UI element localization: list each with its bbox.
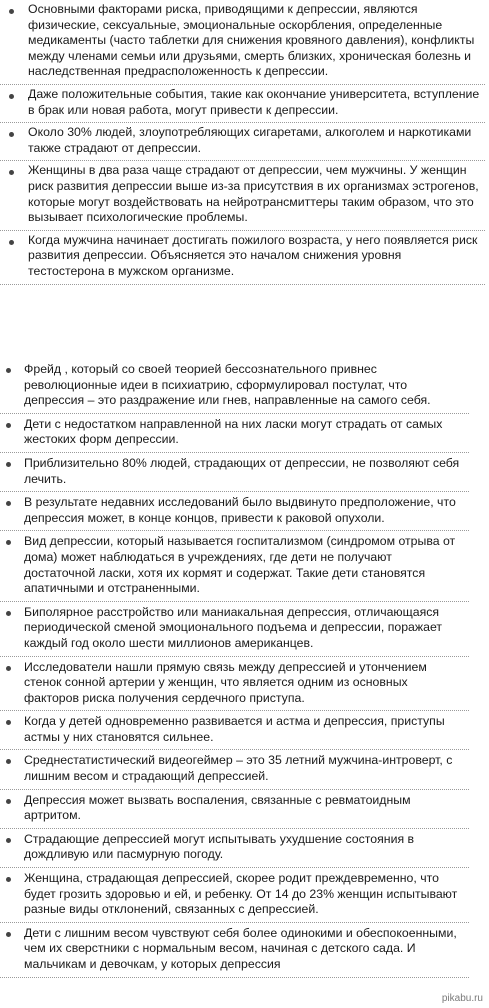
list-item-text: Депрессия может вызвать воспаления, связанные с ревматоидным артритом.	[24, 792, 411, 823]
list-item	[0, 161, 485, 230]
list-item	[0, 923, 469, 978]
bullet-icon	[6, 462, 11, 467]
list-item-text: Основными факторами риска, приводящими к депрессии, являются физические, сексуальные, эмоциональные оскорбления, определенные медикаменты (часто таблетки для снижения кровяного давления), конфликты между членами семьи или друзьями, смерть близких, хроническая болезнь и наследственная предрасположенность к депрессии.	[28, 2, 475, 79]
list-item-text: Среднестатистический видеогеймер – это 35 летний мужчина-интроверт, с лишним весом и страдающий депрессией.	[24, 753, 453, 784]
list-item-text: Женщины в два раза чаще страдают от депрессии, чем мужчины. У женщин риск развития депрессии выше из-за присутствия в их организмах эстрогенов, которые могут воздействовать на нейротрансмиттеры таким образом, что это вызывает психологические проблемы.	[28, 163, 479, 225]
bullet-icon	[6, 666, 11, 671]
list-item-text: В результате недавних исследований было выдвинуто предположение, что депрессия может, в конце концов, привести к раковой опухоли.	[24, 495, 456, 525]
bullet-icon	[6, 877, 11, 882]
list-item	[0, 453, 469, 492]
bullet-icon	[6, 423, 11, 428]
list-item-text: Женщина, страдающая депрессией, скорее родит преждевременно, что будет грозить здоровью и ей, и ребенку. От 14 до 23% женщин испытывают разные виды отклонений, связанных с депрессией.	[24, 871, 458, 917]
bullet-icon	[6, 932, 11, 937]
list-item-text: Исследователи нашли прямую связь между депрессией и утончением стенок сонной артерии у женщин, что является одним из основных факторов риска получения сердечного приступа.	[24, 659, 427, 705]
list-item-text: Биполярное расстройство или маниакальная депрессия, отличающаяся периодической сменой эмоционального подъема и депрессии, поражает каждый год около шести миллионов американцев.	[24, 604, 443, 650]
bullet-icon	[6, 799, 11, 804]
list-item	[0, 123, 485, 161]
list-item	[0, 711, 469, 750]
list-item	[0, 868, 469, 923]
list-item	[0, 414, 469, 453]
list-item-text: Вид депрессии, который называется госпитализмом (синдромом отрыва от дома) может наблюдаться в учреждениях, где дети не получают достаточной ласки, хотя их кормят и содержат. Такие дети становятся апатичными и отстраненными.	[24, 534, 456, 596]
bullet-icon	[9, 94, 14, 99]
list-item-text: Дети с недостатком направленной на них ласки могут страдать от самых жестоких форм депрессии.	[24, 416, 443, 447]
list-item-text: Когда у детей одновременно развивается и астма и депрессия, приступы астмы у них становятся сильнее.	[24, 714, 445, 744]
top-facts-section	[0, 0, 489, 285]
list-item	[0, 85, 485, 123]
list-item	[0, 829, 469, 868]
list-item-text: Около 30% людей, злоупотребляющих сигаретами, алкоголем и наркотиками также страдают от депрессии.	[28, 125, 472, 155]
bullet-icon	[6, 759, 11, 764]
bullet-icon	[6, 368, 11, 373]
bottom-facts-section	[0, 359, 489, 978]
list-item	[0, 359, 469, 414]
list-item	[0, 657, 469, 712]
bullet-icon	[6, 838, 11, 843]
list-item	[0, 531, 469, 601]
bullet-icon	[9, 170, 14, 175]
bullet-icon	[9, 9, 14, 14]
bullet-icon	[6, 720, 11, 725]
bottom-facts-list	[0, 359, 489, 978]
top-facts-list	[0, 0, 489, 285]
list-item-text: Когда мужчина начинает достигать пожилого возраста, у него появляется риск развития депрессии. Объясняется это началом снижения уровня тестостерона в мужском организме.	[28, 232, 478, 278]
list-item-text: Даже положительные события, такие как окончание университета, вступление в брак или новая работа, могут привести к депрессии.	[28, 86, 480, 117]
list-item	[0, 231, 485, 285]
bullet-icon	[9, 240, 14, 245]
bullet-icon	[6, 501, 11, 506]
list-item	[0, 790, 469, 829]
list-item	[0, 492, 469, 531]
list-item-text: Фрейд , который со своей теорией бессознательного привнес революционные идеи в психиатрию, сформулировал постулат, что депрессия – это раздражение или гнев, направленные на самого себя.	[24, 362, 431, 408]
list-item	[0, 0, 485, 85]
list-item	[0, 750, 469, 789]
watermark: pikabu.ru	[441, 993, 483, 1004]
bullet-icon	[9, 132, 14, 137]
list-item-text: Приблизительно 80% людей, страдающих от депрессии, не позволяют себя лечить.	[24, 455, 460, 486]
bullet-icon	[6, 540, 11, 545]
list-item-text: Страдающие депрессией могут испытывать ухудшение состояния в дождливую или пасмурную погоду.	[24, 831, 415, 862]
bullet-icon	[6, 611, 11, 616]
list-item	[0, 602, 469, 657]
list-item-text: Дети с лишним весом чувствуют себя более одинокими и обеспокоенными, чем их сверстники с нормальным весом, начиная с детского сада. И мальчикам и девочкам, у которых депрессия	[24, 925, 457, 971]
